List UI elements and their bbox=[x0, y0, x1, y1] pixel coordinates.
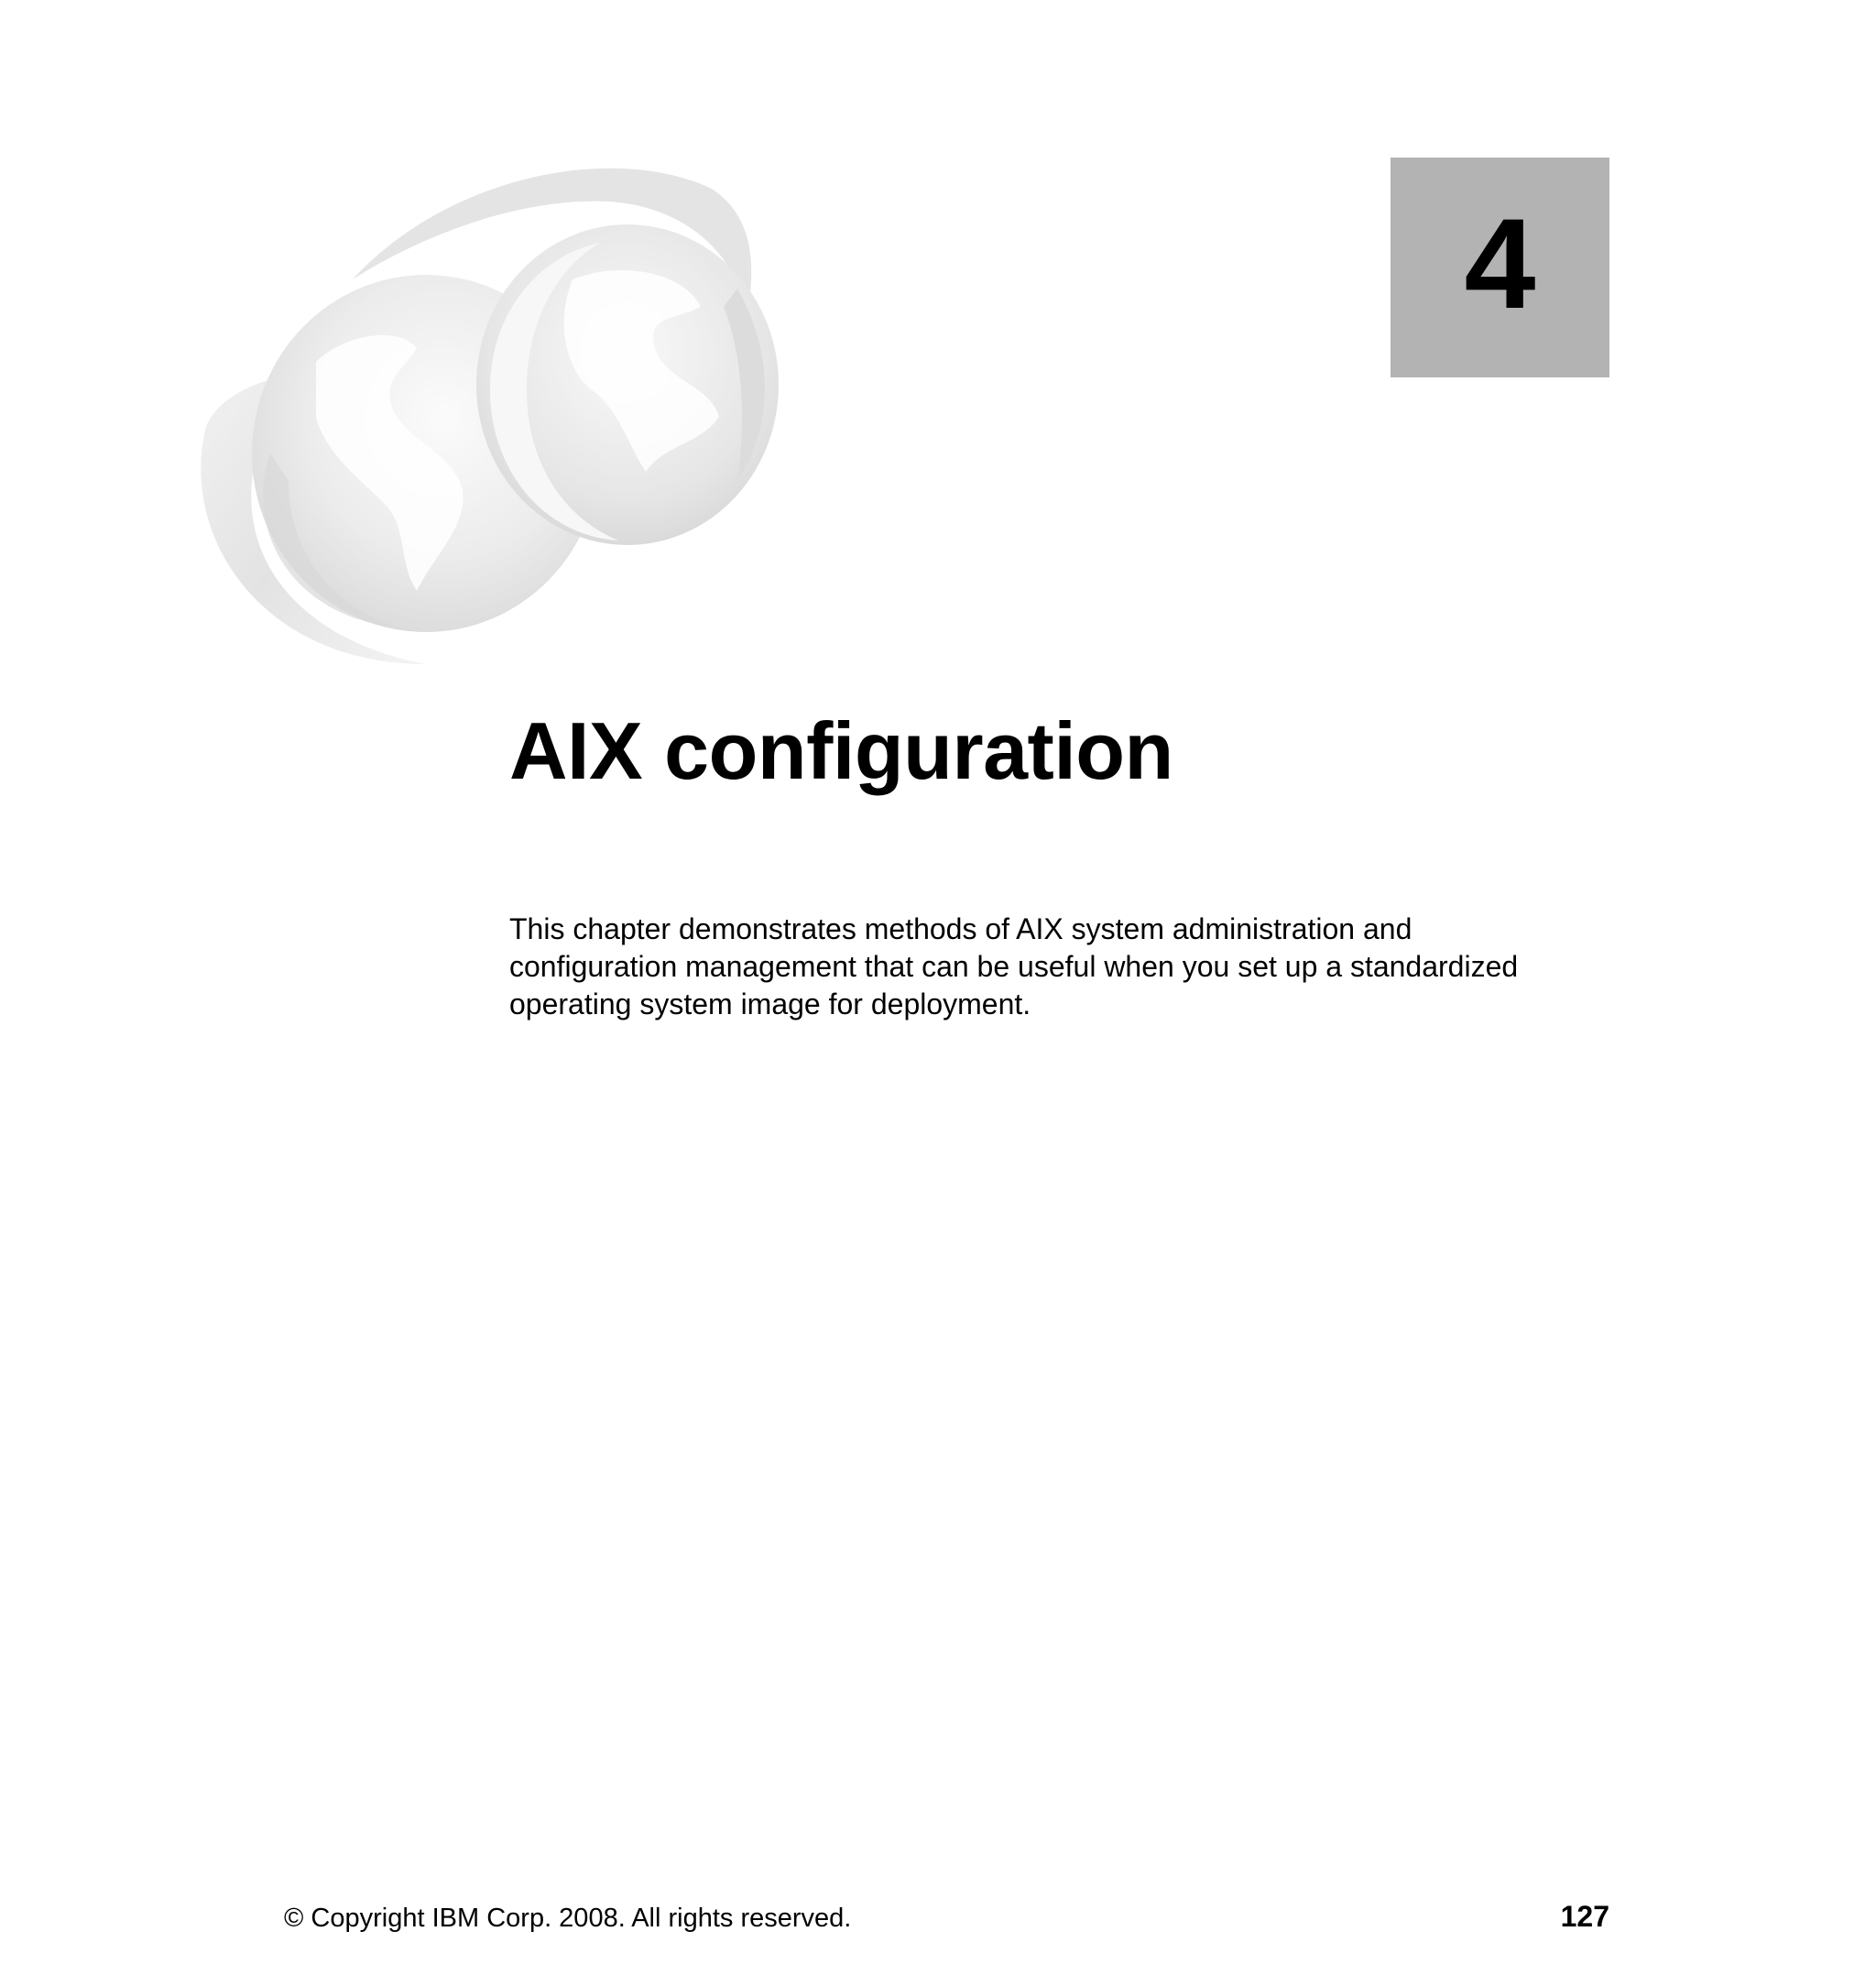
abstract-line: operating system image for deployment. bbox=[509, 988, 1031, 1020]
page-number: 127 bbox=[1560, 1900, 1609, 1933]
chapter-number: 4 bbox=[1464, 191, 1536, 335]
abstract-line: This chapter demonstrates methods of AIX system administration and bbox=[509, 912, 1412, 945]
abstract-line: configuration management that can be useful when you set up a standardized bbox=[509, 950, 1519, 983]
copyright-notice: © Copyright IBM Corp. 2008. All rights reserved. bbox=[284, 1904, 852, 1933]
chapter-number-box bbox=[1391, 158, 1609, 377]
chapter-title: AIX configuration bbox=[509, 705, 1173, 796]
chapter-abstract bbox=[509, 911, 1627, 1023]
globe-swirl-watermark-icon bbox=[188, 151, 829, 673]
